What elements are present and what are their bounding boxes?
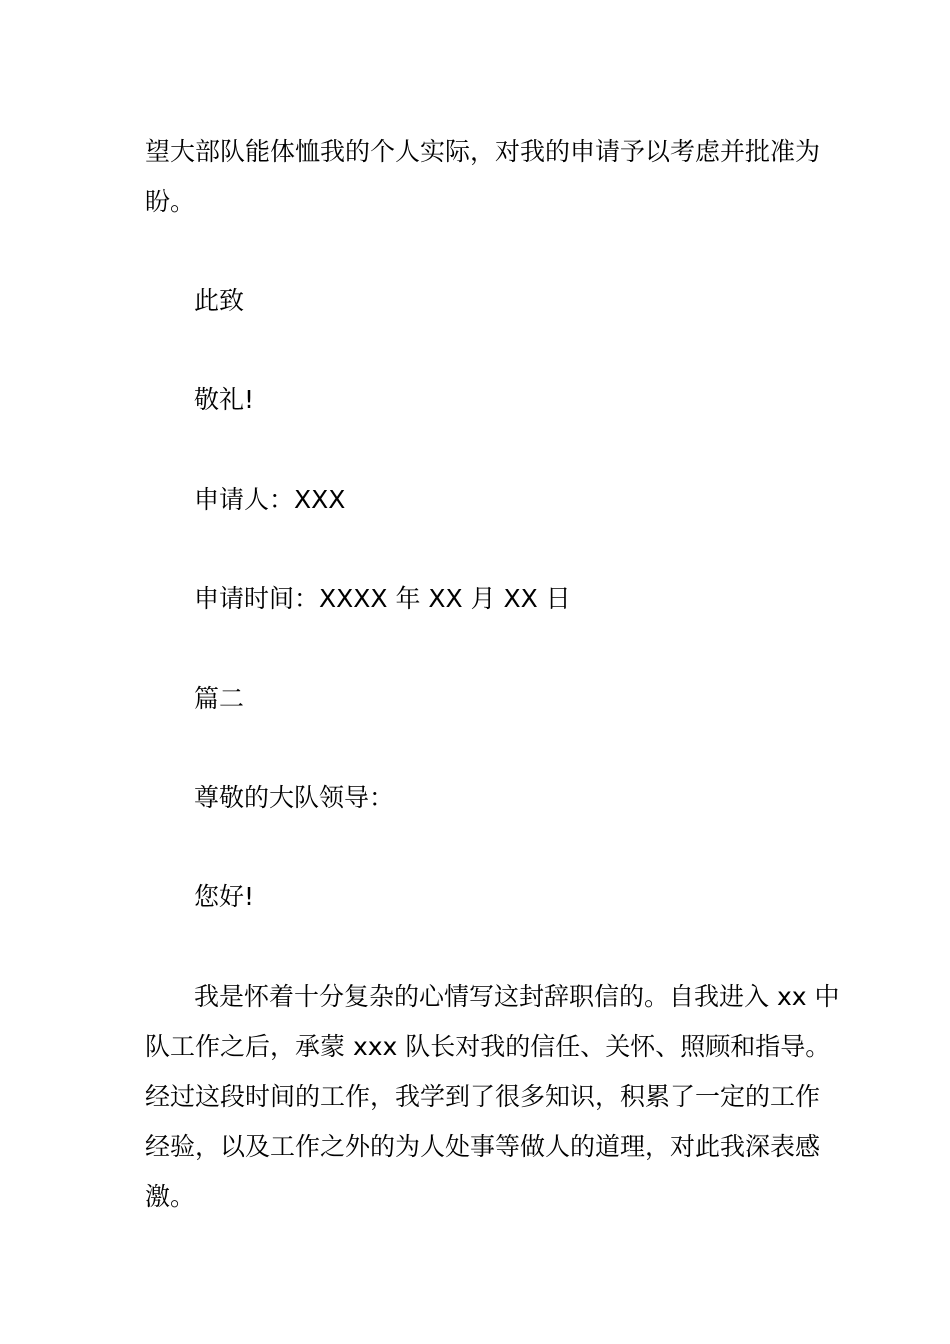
intro-line-1: 望大部队能体恤我的个人实际，对我的申请予以考虑并批准为 [145, 137, 821, 166]
intro-line-2: 盼。 [145, 187, 196, 216]
applicant-line: 申请人：XXX [194, 485, 346, 514]
body-line-4: 经验，以及工作之外的为人处事等做人的道理，对此我深表感 [145, 1132, 821, 1161]
greeting-line: 您好! [194, 882, 255, 911]
section-title: 篇二 [194, 684, 245, 713]
body-line-1: 我是怀着十分复杂的心情写这封辞职信的。自我进入 xx 中 [194, 982, 840, 1011]
body-line-5: 激。 [145, 1182, 196, 1211]
body-line-2: 队工作之后，承蒙 xxx 队长对我的信任、关怀、照顾和指导。 [145, 1032, 831, 1061]
body-paragraph [145, 982, 840, 1232]
salute-text: 敬礼! [194, 385, 255, 414]
closing-text: 此致 [194, 286, 245, 315]
recipient-line: 尊敬的大队领导： [194, 783, 395, 812]
date-line: 申请时间：XXXX 年 XX 月 XX 日 [194, 584, 571, 613]
body-line-3: 经过这段时间的工作，我学到了很多知识，积累了一定的工作 [145, 1082, 821, 1111]
